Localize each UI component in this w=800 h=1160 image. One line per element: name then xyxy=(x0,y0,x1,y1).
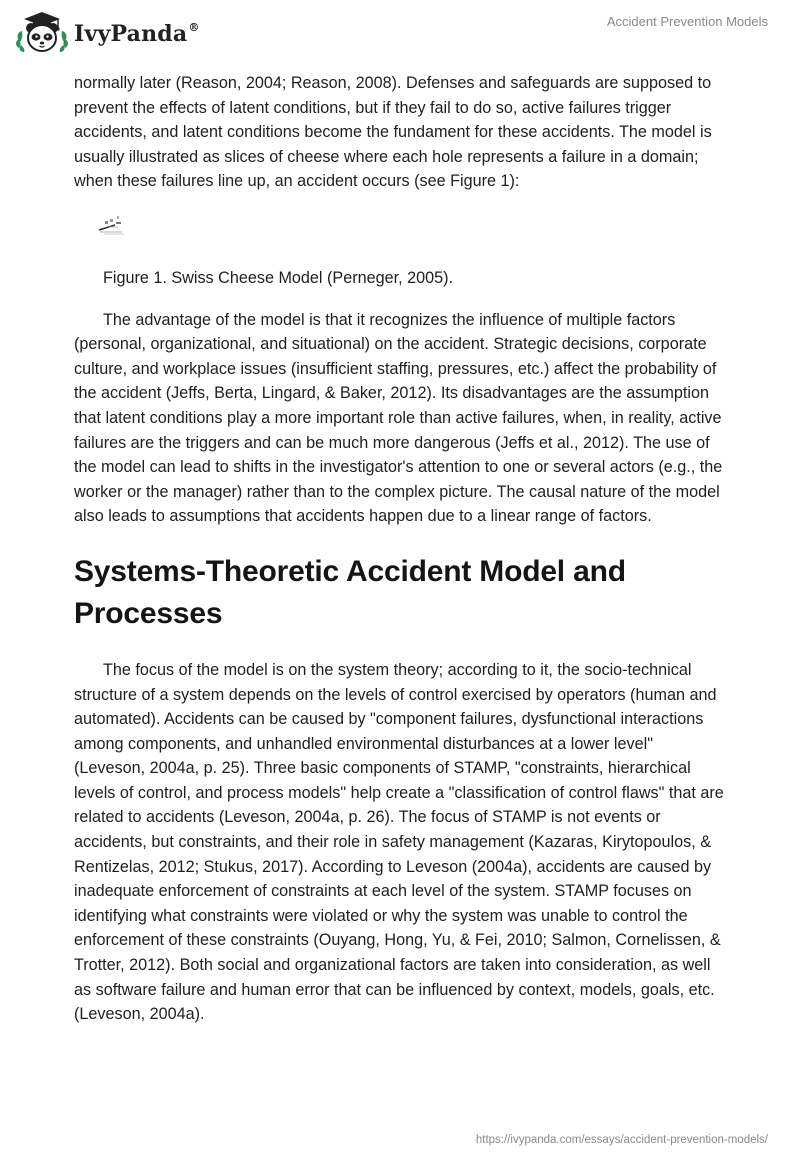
panda-graduation-cap-icon xyxy=(14,8,70,56)
registered-mark: ® xyxy=(188,20,200,34)
brand-name xyxy=(74,21,200,47)
footer-url[interactable]: https://ivypanda.com/essays/accident-prevention-models/ xyxy=(475,1134,768,1146)
document-title: Accident Prevention Models xyxy=(606,14,768,29)
paragraph-stamp: The focus of the model is on the system theory; according to it, the socio-technical structure of a system depends on the levels of control exercised by operators (human and automated). Accidents can be caused by "component failures, dysfunctional interactions among components, and unhandled environmental disturbances at a lower level" (Leveson, 2004a, p. 25). Three basic components of STAMP, "constraints, hierarchical levels of control, and process models" help create a "classification of control flaws" that are related to accidents (Leveson, 2004a, p. 26). The focus of STAMP is not events or accidents, but constraints, and their role in safety management (Kazaras, Kirytopoulos, & Rentizelas, 2012; Stukus, 2017). According to Leveson (2004a), accidents are caused by inadequate enforcement of constraints at each level of the system. STAMP focuses on identifying what constraints were violated or why the system was unable to control the enforcement of these constraints (Ouyang, Hong, Yu, & Fei, 2010; Salmon, Cornelissen, & Trotter, 2012). Both social and organizational factors are taken into consideration, as well as software failure and human error that can be influenced by context, models, goals, etc. (Leveson, 2004a). xyxy=(74,660,724,1024)
brand-name-text: IvyPanda xyxy=(74,21,188,47)
ivypanda-logo[interactable] xyxy=(14,8,200,56)
section-heading: Systems-Theoretic Accident Model and Processes xyxy=(74,554,626,630)
figure-thumbnail-icon[interactable] xyxy=(96,213,126,235)
paragraph-continued: normally later (Reason, 2004; Reason, 2008). Defenses and safeguards are supposed to prevent the effects of latent conditions, but if they fail to do so, active failures trigger accidents, and latent conditions become the fundament for these accidents. The model is usually illustrated as slices of cheese where each hole represents a failure in a domain; when these failures line up, an accident occurs (see Figure 1): xyxy=(74,74,712,191)
essay-content xyxy=(74,71,726,1027)
page-header xyxy=(0,0,800,66)
paragraph-advantages: The advantage of the model is that it recognizes the influence of multiple factors (personal, organizational, and situational) on the accident. Strategic decisions, corporate culture, and workplace issues (insufficient staffing, pressures, etc.) affect the probability of the accident (Jeffs, Berta, Lingard, & Baker, 2012). Its disadvantages are the assumption that latent conditions play a more important role than active failures, when, in reality, active failures are the triggers and can be much more dangerous (Jeffs et al., 2012). The use of the model can lead to shifts in the investigator's attention to one or several actors (e.g., the worker or the manager) rather than to the complex picture. The causal nature of the model also leads to assumptions that accidents happen due to a linear range of factors. xyxy=(74,310,723,526)
figure-caption: Figure 1. Swiss Cheese Model (Perneger, 2005). xyxy=(103,268,454,287)
